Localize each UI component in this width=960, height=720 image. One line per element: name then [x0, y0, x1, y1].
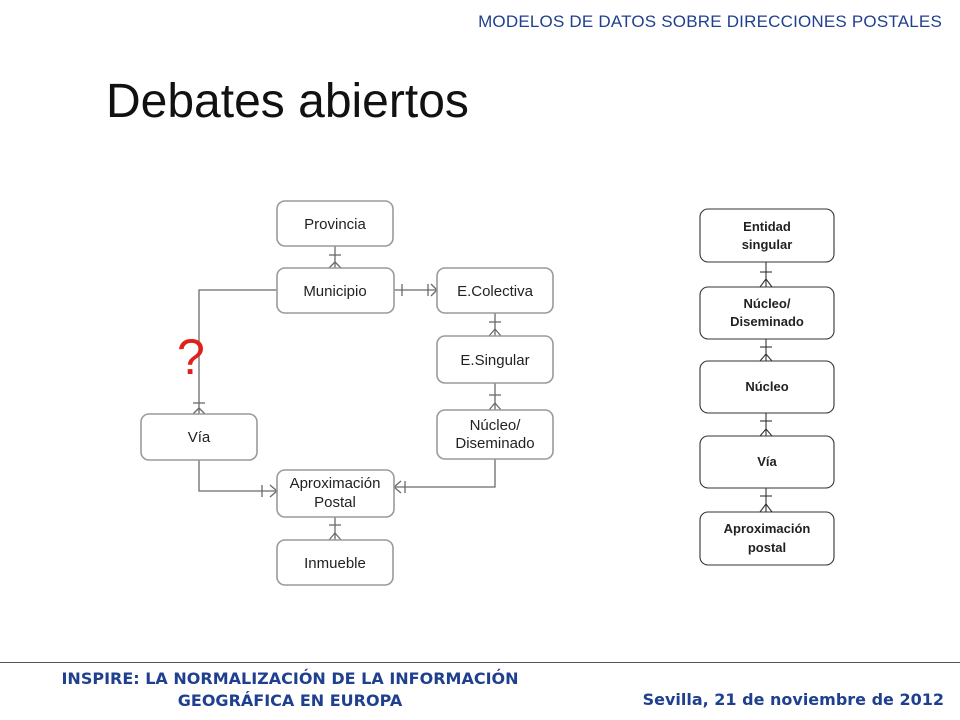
- footer-left: [0, 668, 580, 712]
- rnode-aproximacion-postal-line2: postal: [747, 540, 787, 555]
- rnode-nucleo-label: Núcleo: [745, 379, 789, 394]
- right-connector-1: [760, 262, 772, 287]
- node-via: [141, 414, 257, 460]
- node-nucleo-diseminado-label-line1: Núcleo/: [469, 417, 521, 434]
- rnode-nucleo-diseminado-line1: Núcleo/: [743, 296, 791, 311]
- node-municipio-label: Municipio: [303, 283, 367, 300]
- node-inmueble-label: Inmueble: [304, 555, 366, 572]
- rnode-aproximacion-postal: [700, 512, 834, 565]
- node-via-label: Vía: [187, 429, 211, 446]
- node-ecolectiva: [437, 268, 553, 313]
- footer-divider: [0, 662, 960, 663]
- right-connector-2: [760, 339, 772, 361]
- footer-date: Sevilla, 21 de noviembre de 2012: [642, 690, 944, 709]
- right-connector-4: [760, 488, 772, 512]
- rnode-entidad-singular-line1: Entidad: [743, 219, 791, 234]
- node-nucleo-diseminado: [437, 410, 553, 459]
- right-connector-3: [760, 413, 772, 436]
- footer-left-line1: INSPIRE: LA NORMALIZACIÓN DE LA INFORMACIÓN: [61, 669, 519, 688]
- rnode-entidad-singular: [700, 209, 834, 262]
- question-mark: ?: [177, 329, 205, 385]
- rnode-nucleo-diseminado-line2: Diseminado: [730, 314, 804, 329]
- rnode-via: [700, 436, 834, 488]
- footer-left-line2: GEOGRÁFICA EN EUROPA: [177, 691, 403, 710]
- node-esingular-label: E.Singular: [460, 352, 530, 369]
- node-aproximacion-postal-label-line2: Postal: [314, 494, 356, 511]
- node-provincia: [277, 201, 393, 246]
- node-aproximacion-postal-label-line1: Aproximación: [289, 475, 381, 492]
- node-inmueble: [277, 540, 393, 585]
- rnode-entidad-singular-line2: singular: [741, 237, 793, 252]
- node-provincia-label: Provincia: [304, 216, 366, 233]
- rnode-aproximacion-postal-line1: Aproximación: [723, 521, 811, 536]
- connector-municipio-via: [199, 290, 278, 414]
- node-aproximacion-postal: [277, 470, 394, 517]
- rnode-via-label: Vía: [757, 454, 777, 469]
- node-ecolectiva-label: E.Colectiva: [457, 283, 533, 300]
- node-nucleo-diseminado-label-line2: Diseminado: [455, 435, 535, 452]
- connector-via-aproximacion: [199, 460, 277, 491]
- slide-title: Debates abiertos: [106, 75, 469, 128]
- rnode-nucleo: [700, 361, 834, 413]
- header-title: MODELOS DE DATOS SOBRE DIRECCIONES POSTALES: [478, 12, 942, 31]
- node-esingular: [437, 336, 553, 383]
- connector-nucleo-aproximacion: [394, 459, 495, 487]
- rnode-nucleo-diseminado: [700, 287, 834, 339]
- node-municipio: [277, 268, 394, 313]
